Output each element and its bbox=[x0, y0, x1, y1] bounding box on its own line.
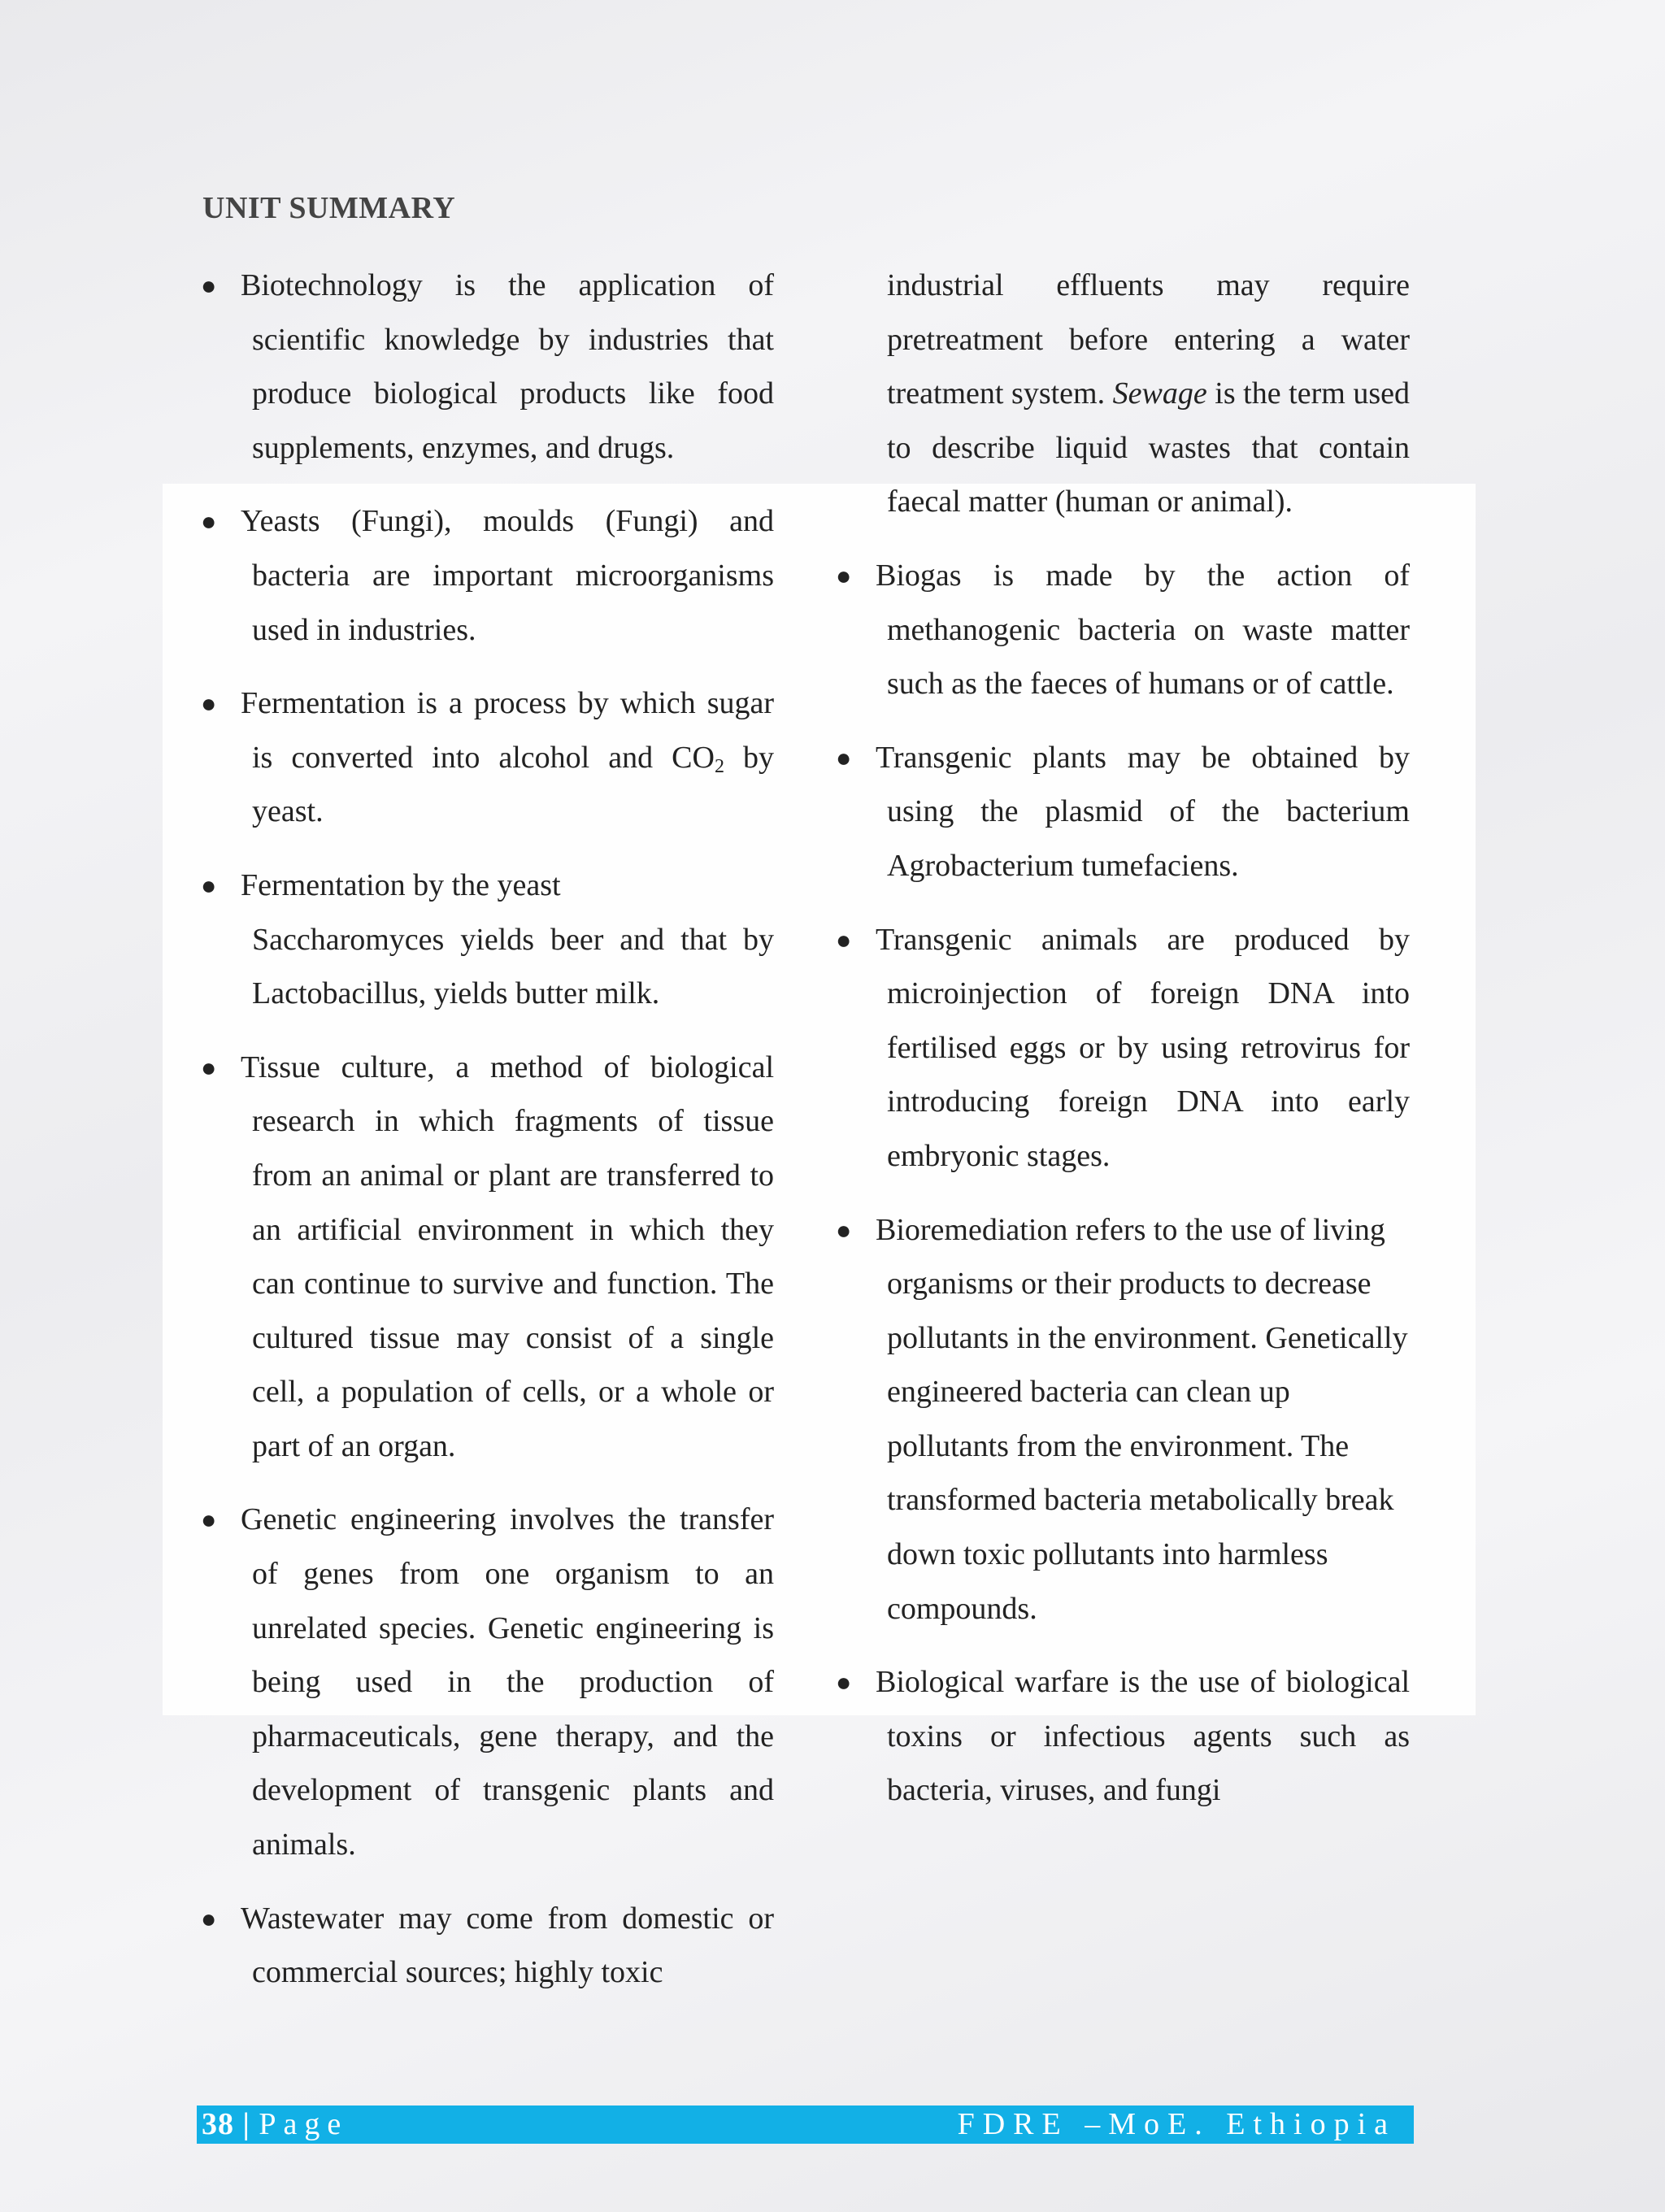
right-column bbox=[825, 259, 1410, 1837]
bullet-icon: ● bbox=[201, 1052, 217, 1082]
summary-item-biological-warfare: ● Biological warfare is the use of biological toxins or infectious agents such as bacteria, viruses, and fungi bbox=[825, 1655, 1410, 1818]
page-footer bbox=[197, 2106, 1414, 2144]
summary-item-biogas: ● Biogas is made by the action of methanogenic bacteria on waste matter such as the faeces of humans or of cattle. bbox=[825, 549, 1410, 711]
bullet-icon: ● bbox=[201, 1903, 217, 1933]
bullet-icon: ● bbox=[201, 506, 217, 537]
bullet-icon: ● bbox=[201, 1505, 217, 1535]
wastewater-continuation: industrial effluents may require pretreatment before entering a water treatment system. Sewage is the term used to describe liquid wastes that contain faecal matter (human or animal). bbox=[887, 268, 1411, 519]
bullet-icon: ● bbox=[201, 689, 217, 719]
summary-item-microorganisms: ● Yeasts (Fungi), moulds (Fungi) and bacteria are important microorganisms used in industries. bbox=[190, 494, 774, 657]
summary-item-fermentation: ● Fermentation is a process by which sugar is converted into alcohol and $CO_2$ by yeast. bbox=[190, 676, 774, 839]
summary-item-yeast-fermentation: ● Fermentation by the yeast Saccharomyces yields beer and that by Lactobacillus, yields butter milk. bbox=[190, 858, 774, 1021]
summary-item-tissue-culture: ● Tissue culture, a method of biological research in which fragments of tissue from an animal or plant are transferred to an artificial environment in which they can continue to survive and function. The cultured tissue may consist of a single cell, a population of cells, or a whole or part of an organ. bbox=[190, 1041, 774, 1474]
summary-item-wastewater: ● Wastewater may come from domestic or commercial sources; highly toxic bbox=[190, 1892, 774, 2000]
summary-item-bioremediation: ● Bioremediation refers to the use of living organisms or their products to decrease pollutants in the environment. Genetically engineered bacteria can clean up pollutants from the environment. The transformed bacteria metabolically break down toxic pollutants into harmless compounds. bbox=[825, 1203, 1410, 1636]
summary-item-transgenic-animals: ● Transgenic animals are produced by microinjection of foreign DNA into fertilised eggs or by using retrovirus for introducing foreign DNA into early embryonic stages. bbox=[825, 913, 1410, 1184]
summary-item-genetic-engineering: ● Genetic engineering involves the transfer of genes from one organism to an unrelated species. Genetic engineering is being used in the production of pharmaceuticals, gene therapy, and the development of transgenic plants and animals. bbox=[190, 1493, 774, 1871]
bullet-icon: ● bbox=[836, 742, 852, 772]
publisher-label: FDRE –MoE. Ethiopia bbox=[957, 2107, 1396, 2141]
page-number-label: 38 | Page bbox=[202, 2107, 349, 2141]
bullet-icon: ● bbox=[201, 271, 217, 300]
left-column bbox=[190, 259, 774, 2019]
bullet-icon: ● bbox=[836, 924, 852, 954]
bullet-icon: ● bbox=[836, 560, 852, 590]
bullet-icon: ● bbox=[836, 1215, 852, 1245]
summary-item-transgenic-plants: ● Transgenic plants may be obtained by using the plasmid of the bacterium Agrobacterium tumefaciens. bbox=[825, 731, 1410, 893]
bullet-icon: ● bbox=[201, 870, 217, 900]
summary-item-biotechnology: ● Biotechnology is the application of scientific knowledge by industries that produce biological products like food supplements, enzymes, and drugs. bbox=[190, 259, 774, 475]
bullet-icon: ● bbox=[836, 1667, 852, 1697]
section-heading: UNIT SUMMARY bbox=[202, 191, 456, 225]
